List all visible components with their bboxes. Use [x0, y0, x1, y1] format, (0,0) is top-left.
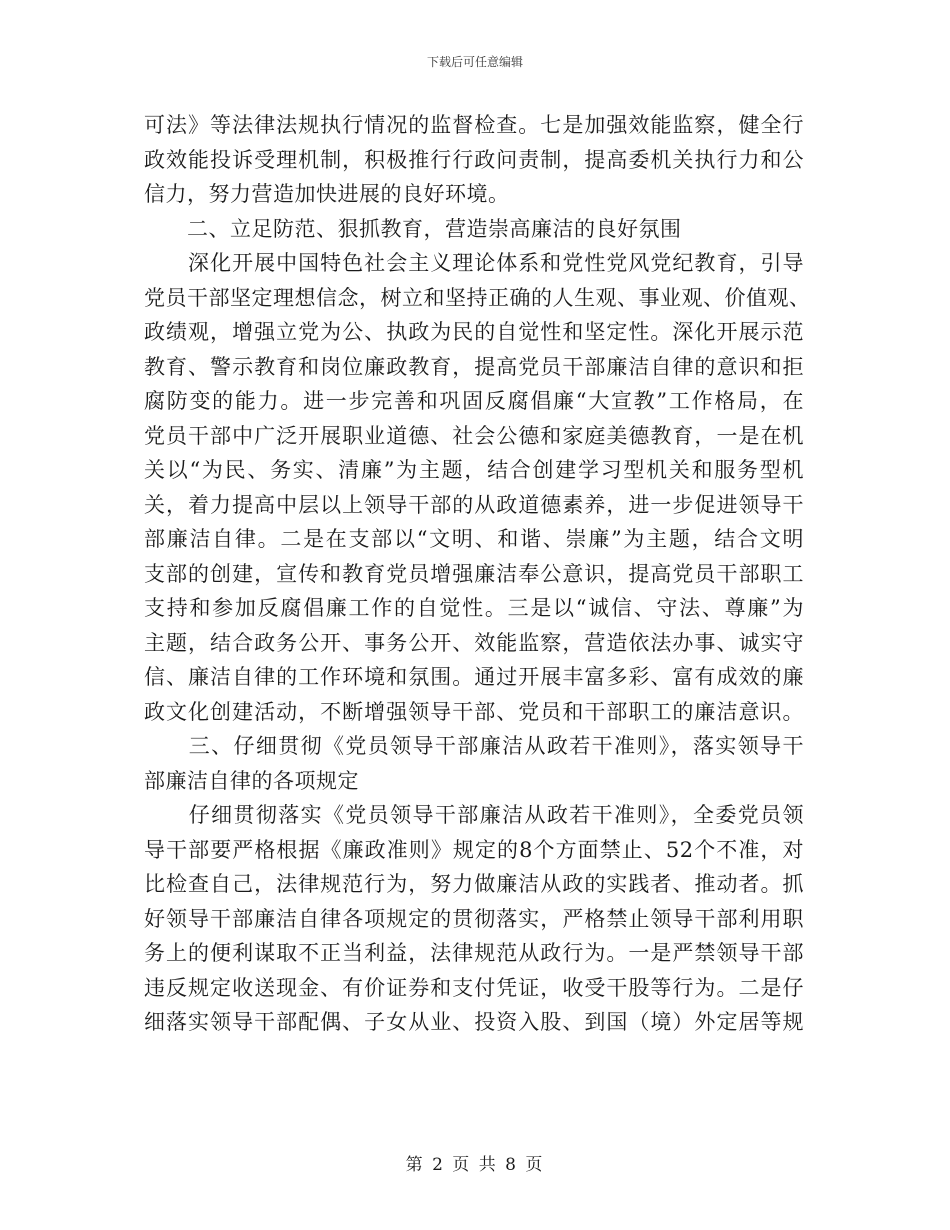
body-line: 腐防变的能力。进一步完善和巩固反腐倡廉“大宣教”工作格局，在: [144, 389, 804, 413]
body-line: 支持和参加反腐倡廉工作的自觉性。三是以“诚信、守法、尊廉”为: [144, 596, 804, 620]
section-heading: 部廉洁自律的各项规定: [144, 768, 359, 793]
body-line: 导干部要严格根据《廉政准则》规定的8个方面禁止、52个不准，对: [144, 837, 804, 862]
body-line: 政文化创建活动，不断增强领导干部、党员和干部职工的廉洁意识。: [144, 699, 804, 724]
page-number: 第 2 页 共 8 页: [405, 1155, 545, 1175]
body-line: 信、廉洁自律的工作环境和氛围。通过开展丰富多彩、富有成效的廉: [144, 665, 804, 689]
body-line: 比检查自己，法律规范行为，努力做廉洁从政的实践者、推动者。抓: [144, 872, 804, 896]
body-line: 主题，结合政务公开、事务公开、效能监察，营造依法办事、诚实守: [144, 630, 804, 655]
body-line: 违反规定收送现金、有价证券和支付凭证，收受干股等行为。二是仔: [144, 975, 804, 1000]
section-heading: 二、立足防范、狠抓教育，营造崇高廉洁的良好氛围: [144, 216, 682, 241]
body-line: 可法》等法律法规执行情况的监督检查。七是加强效能监察，健全行: [144, 113, 804, 137]
body-line: 关，着力提高中层以上领导干部的从政道德素养，进一步促进领导干: [144, 492, 804, 517]
body-line: 支部的创建，宣传和教育党员增强廉洁奉公意识，提高党员干部职工: [144, 561, 804, 586]
body-line: 仔细贯彻落实《党员领导干部廉洁从政若干准则》，全委党员领: [144, 803, 804, 827]
document-body: [144, 108, 811, 1040]
body-line: 细落实领导干部配偶、子女从业、投资入股、到国（境）外定居等规: [144, 1010, 804, 1034]
body-line: 部廉洁自律。二是在支部以“文明、和谐、崇廉”为主题，结合文明: [144, 527, 804, 551]
body-line: 教育、警示教育和岗位廉政教育，提高党员干部廉洁自律的意识和拒: [144, 354, 804, 379]
page-header: 下载后可任意编辑: [426, 55, 523, 69]
body-line: 党员干部坚定理想信念，树立和坚持正确的人生观、事业观、价值观、: [144, 285, 811, 310]
body-line: 好领导干部廉洁自律各项规定的贯彻落实，严格禁止领导干部利用职: [144, 906, 804, 931]
body-line: 政效能投诉受理机制，积极推行行政问责制，提高委机关执行力和公: [144, 147, 804, 172]
body-line: 关以“为民、务实、清廉”为主题，结合创建学习型机关和服务型机: [144, 458, 804, 482]
body-line: 信力，努力营造加快进展的良好环境。: [144, 182, 510, 206]
body-line: 深化开展中国特色社会主义理论体系和党性党风党纪教育，引导: [144, 251, 804, 275]
section-heading: 三、仔细贯彻《党员领导干部廉洁从政若干准则》，落实领导干: [144, 734, 804, 758]
body-line: 党员干部中广泛开展职业道德、社会公德和家庭美德教育，一是在机: [144, 423, 804, 448]
body-line: 政绩观，增强立党为公、执政为民的自觉性和坚定性。深化开展示范: [144, 320, 804, 344]
body-line: 务上的便利谋取不正当利益，法律规范从政行为。一是严禁领导干部: [144, 941, 804, 965]
